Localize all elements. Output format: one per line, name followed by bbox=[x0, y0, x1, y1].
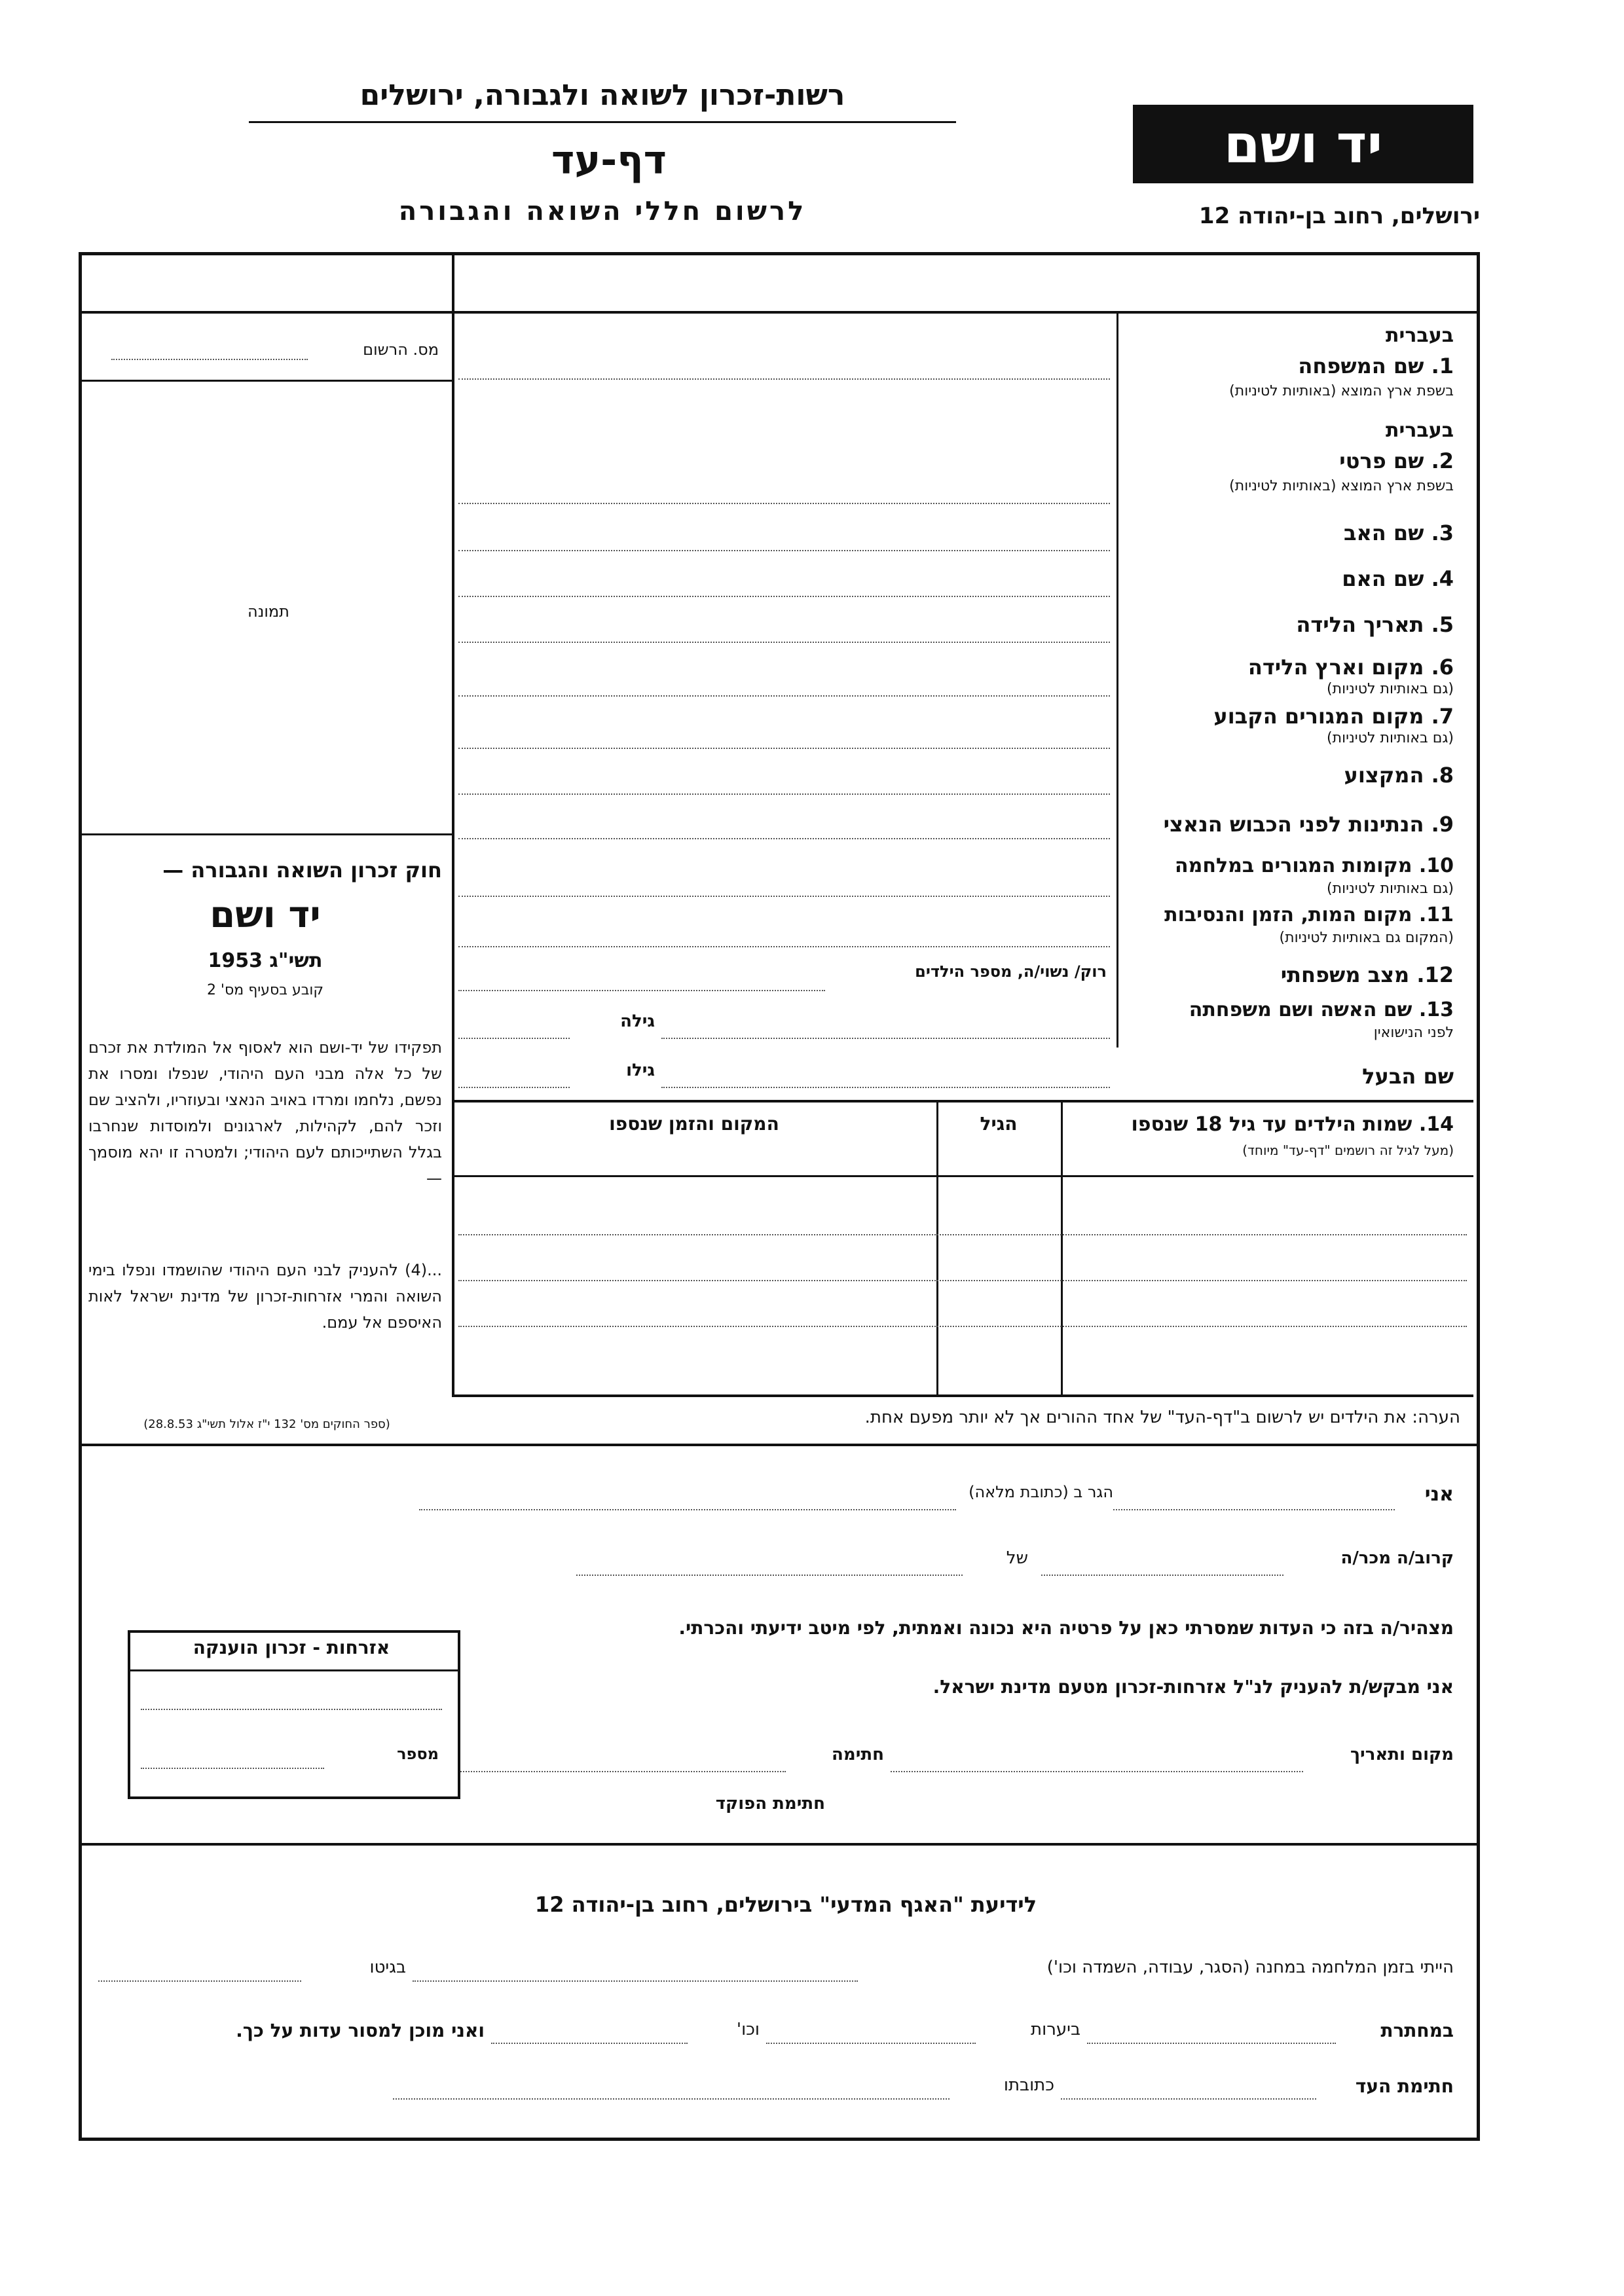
decl-name-field[interactable] bbox=[1113, 1509, 1395, 1510]
label-mother: 4. שם האם bbox=[1342, 566, 1454, 591]
bottom-witness-address-field[interactable] bbox=[393, 2098, 950, 2100]
label-birth-date: 5. תאריך הלידה bbox=[1296, 612, 1454, 637]
child-row-1[interactable] bbox=[458, 1234, 1467, 1235]
bottom-section-rule bbox=[79, 1843, 1477, 1846]
field-first-name[interactable] bbox=[458, 503, 1110, 504]
decl-resides: הגר ב (כתובת מלאה) bbox=[969, 1483, 1113, 1501]
label-residence-note: (גם באותיות לטיניות) bbox=[1327, 730, 1454, 746]
bottom-line1-b: בגיטו bbox=[369, 1958, 406, 1977]
note-rule-bottom bbox=[79, 1444, 1477, 1446]
page-subtitle: לרשום חללי השואה והגבורה bbox=[398, 196, 807, 227]
law-reference: (ספר החוקים מס' 132 י"ז אלול תשי"ג 28.8.53) bbox=[143, 1417, 390, 1431]
logo-text: יד ושם bbox=[1223, 113, 1383, 175]
husband-age-label: גילו bbox=[626, 1061, 655, 1080]
child-row-2[interactable] bbox=[458, 1280, 1467, 1281]
label-wife-name-note: לפני הנישואין bbox=[1373, 1025, 1454, 1041]
bottom-underground-field[interactable] bbox=[1087, 2043, 1336, 2044]
bottom-line2-a: במחתרת bbox=[1380, 2020, 1454, 2041]
yad-vashem-logo bbox=[1133, 105, 1473, 183]
field-profession[interactable] bbox=[458, 793, 1110, 795]
citizenship-title-rule bbox=[128, 1669, 460, 1671]
citizenship-number-field[interactable] bbox=[141, 1768, 324, 1769]
label-profession: 8. המקצוע bbox=[1344, 763, 1454, 788]
label-family-name-note: בשפת ארץ המוצא (באותיות לטיניות) bbox=[1229, 383, 1454, 399]
children-col-divider-2 bbox=[1061, 1100, 1063, 1394]
col-age-header: הגיל bbox=[980, 1113, 1018, 1135]
field-mother[interactable] bbox=[458, 596, 1110, 597]
field-death-place[interactable] bbox=[458, 946, 1110, 947]
bottom-line3-a: חתימת העד bbox=[1355, 2075, 1454, 2097]
label-first-name-note: בשפת ארץ המוצא (באותיות לטיניות) bbox=[1229, 478, 1454, 494]
bottom-line2-c: וכו' bbox=[736, 2020, 760, 2039]
label-war-residence-note: (גם באותיות לטיניות) bbox=[1327, 881, 1454, 897]
decl-place-date: מקום ותאריך bbox=[1350, 1745, 1454, 1764]
authority-title: רשות-זכרון לשואה ולגבורה, ירושלים bbox=[360, 79, 845, 112]
field-family-name[interactable] bbox=[458, 378, 1110, 380]
bottom-line2-d: ואני מוכן למסור עדות על כך. bbox=[236, 2020, 485, 2041]
top-band-rule bbox=[79, 311, 1477, 314]
children-col-divider-1 bbox=[936, 1100, 938, 1394]
field-nationality[interactable] bbox=[458, 838, 1110, 839]
label-death-place-note: (המקום גם באותיות לטיניות) bbox=[1279, 930, 1454, 946]
hebrew-label-2: בעברית bbox=[1386, 419, 1454, 442]
field-birth-date[interactable] bbox=[458, 642, 1110, 643]
label-children: 14. שמות הילדים עד גיל 18 שנספו bbox=[1131, 1113, 1454, 1136]
label-children-note: (מעל לגיל זה רושמים "דף-עד" מיוחד) bbox=[1242, 1142, 1454, 1158]
field-war-residence[interactable] bbox=[458, 896, 1110, 897]
law-section: קובע בסעיף מס' 2 bbox=[206, 982, 324, 998]
decl-i: אני bbox=[1424, 1483, 1454, 1506]
bottom-title: לידיעת "האגף המדעי" בירושלים, רחוב בן-יהודה 12 bbox=[534, 1892, 1037, 1917]
law-title: חוק זכרון השואה והגבורה — bbox=[162, 858, 442, 883]
label-death-place: 11. מקום המות, הזמן והנסיבות bbox=[1164, 903, 1454, 926]
citizenship-title: אזרחות - זכרון הוענקה bbox=[193, 1637, 390, 1658]
wife-age-label: גילה bbox=[620, 1011, 655, 1031]
field-husband[interactable] bbox=[661, 1087, 1110, 1088]
label-father: 3. שם האב bbox=[1343, 520, 1454, 545]
decl-address-field[interactable] bbox=[419, 1509, 956, 1510]
decl-of-field[interactable] bbox=[576, 1575, 963, 1576]
label-marital-status: 12. מצב משפחתי bbox=[1280, 962, 1454, 987]
record-number-label: מס. הרשום bbox=[363, 340, 439, 359]
field-husband-age[interactable] bbox=[458, 1087, 570, 1088]
label-nationality: 9. הנתינות לפני הכבוש הנאצי bbox=[1163, 812, 1454, 837]
label-residence: 7. מקום המגורים הקבוע bbox=[1213, 704, 1454, 729]
header-address: ירושלים, רחוב בן-יהודה 12 bbox=[1198, 203, 1480, 229]
decl-relative: קרוב/ה מכר/ה bbox=[1340, 1548, 1454, 1568]
decl-official: חתימת הפוקד bbox=[715, 1794, 825, 1813]
marital-children-label: רוק/ נשוי/ה, מספר הילדים bbox=[915, 962, 1107, 981]
label-husband: שם הבעל bbox=[1362, 1064, 1454, 1089]
decl-request: אני מבקש/ת להעניק לנ"ל אזרחות-זכרון מטעם מדינת ישראל. bbox=[932, 1676, 1454, 1698]
children-table-top bbox=[452, 1100, 1473, 1102]
col-place-header: המקום והזמן שנספו bbox=[609, 1113, 779, 1135]
decl-place-date-field[interactable] bbox=[891, 1771, 1303, 1772]
page-title: דף-עד bbox=[551, 137, 667, 183]
label-family-name: 1. שם המשפחה bbox=[1298, 354, 1454, 378]
hebrew-label-1: בעברית bbox=[1386, 324, 1454, 347]
bottom-camp-field[interactable] bbox=[413, 1980, 858, 1982]
law-paragraph-2: ...(4) להעניק לבני העם היהודי שהושמדו ונפלו בימי השואה והמרי אזרחות-זכרון של מדינת ישראל לאות האיספם אל עמם. bbox=[88, 1261, 442, 1332]
label-war-residence: 10. מקומות המגורים במלחמה bbox=[1175, 854, 1454, 877]
bottom-ghetto-field[interactable] bbox=[98, 1980, 301, 1982]
photo-label: תמונה bbox=[248, 602, 289, 621]
label-wife-name: 13. שם האשה ושם משפחתה bbox=[1189, 998, 1454, 1021]
field-marital-status[interactable] bbox=[458, 990, 825, 991]
decl-signature-field[interactable] bbox=[458, 1771, 786, 1772]
law-paragraph-1: תפקידו של יד-ושם הוא לאסוף אל המולדת את זכרם של כל אלה מבני העם היהודי, שנפלו ומסרו את נפשם, נלחמו ומרדו באויב הנאצי ובעוזריו, ולהציב שם וזכר להם, לקהילות, לארגונים ולמוסדות שנחרבו בגלל השתייכותם לעם היהודי; ולמטרה זו יהא מוסמך — bbox=[88, 1038, 442, 1188]
field-father[interactable] bbox=[458, 550, 1110, 551]
field-residence[interactable] bbox=[458, 748, 1110, 749]
note-text: הערה: את הילדים יש לרשום ב"דף-העד" של אחד ההורים אך לא יותר מפעם אחת. bbox=[864, 1408, 1460, 1427]
field-wife-name[interactable] bbox=[661, 1038, 1110, 1039]
field-wife-age[interactable] bbox=[458, 1038, 570, 1039]
decl-of: של bbox=[1006, 1548, 1028, 1568]
children-header-rule bbox=[452, 1175, 1473, 1177]
label-first-name: 2. שם פרטי bbox=[1339, 448, 1454, 473]
label-column-divider bbox=[1116, 311, 1118, 1048]
citizenship-number: מספר bbox=[397, 1745, 439, 1763]
citizenship-line-1[interactable] bbox=[141, 1709, 442, 1710]
law-year: תשי"ג 1953 bbox=[208, 949, 323, 972]
law-name: יד ושם bbox=[210, 894, 321, 936]
bottom-line2-b: ביערות bbox=[1031, 2020, 1080, 2039]
label-birthplace-note: (גם באותיות לטיניות) bbox=[1327, 681, 1454, 697]
authority-rule bbox=[249, 121, 956, 123]
decl-statement: מצהיר/ה בזה כי העדות שמסרתי כאן על פרטיה היא נכונה ואמתית, לפי מיטב ידיעתי והכרתי. bbox=[678, 1617, 1454, 1639]
note-rule-top bbox=[452, 1394, 1473, 1397]
child-row-3[interactable] bbox=[458, 1326, 1467, 1327]
record-number-field[interactable] bbox=[111, 359, 308, 360]
bottom-witness-signature-field[interactable] bbox=[1061, 2098, 1316, 2100]
field-birthplace[interactable] bbox=[458, 695, 1110, 697]
decl-relation-field[interactable] bbox=[1041, 1575, 1283, 1576]
bottom-line1-a: הייתי בזמן המלחמה במחנה (הסגר, עבודה, השמדה וכו') bbox=[1046, 1958, 1454, 1977]
bottom-line3-b: כתובתו bbox=[1003, 2075, 1054, 2095]
bottom-etc-field[interactable] bbox=[491, 2043, 688, 2044]
label-birthplace: 6. מקום וארץ הלידה bbox=[1247, 655, 1454, 680]
decl-signature: חתימה bbox=[832, 1745, 884, 1764]
bottom-forests-field[interactable] bbox=[766, 2043, 976, 2044]
left-column-divider bbox=[452, 252, 454, 1394]
